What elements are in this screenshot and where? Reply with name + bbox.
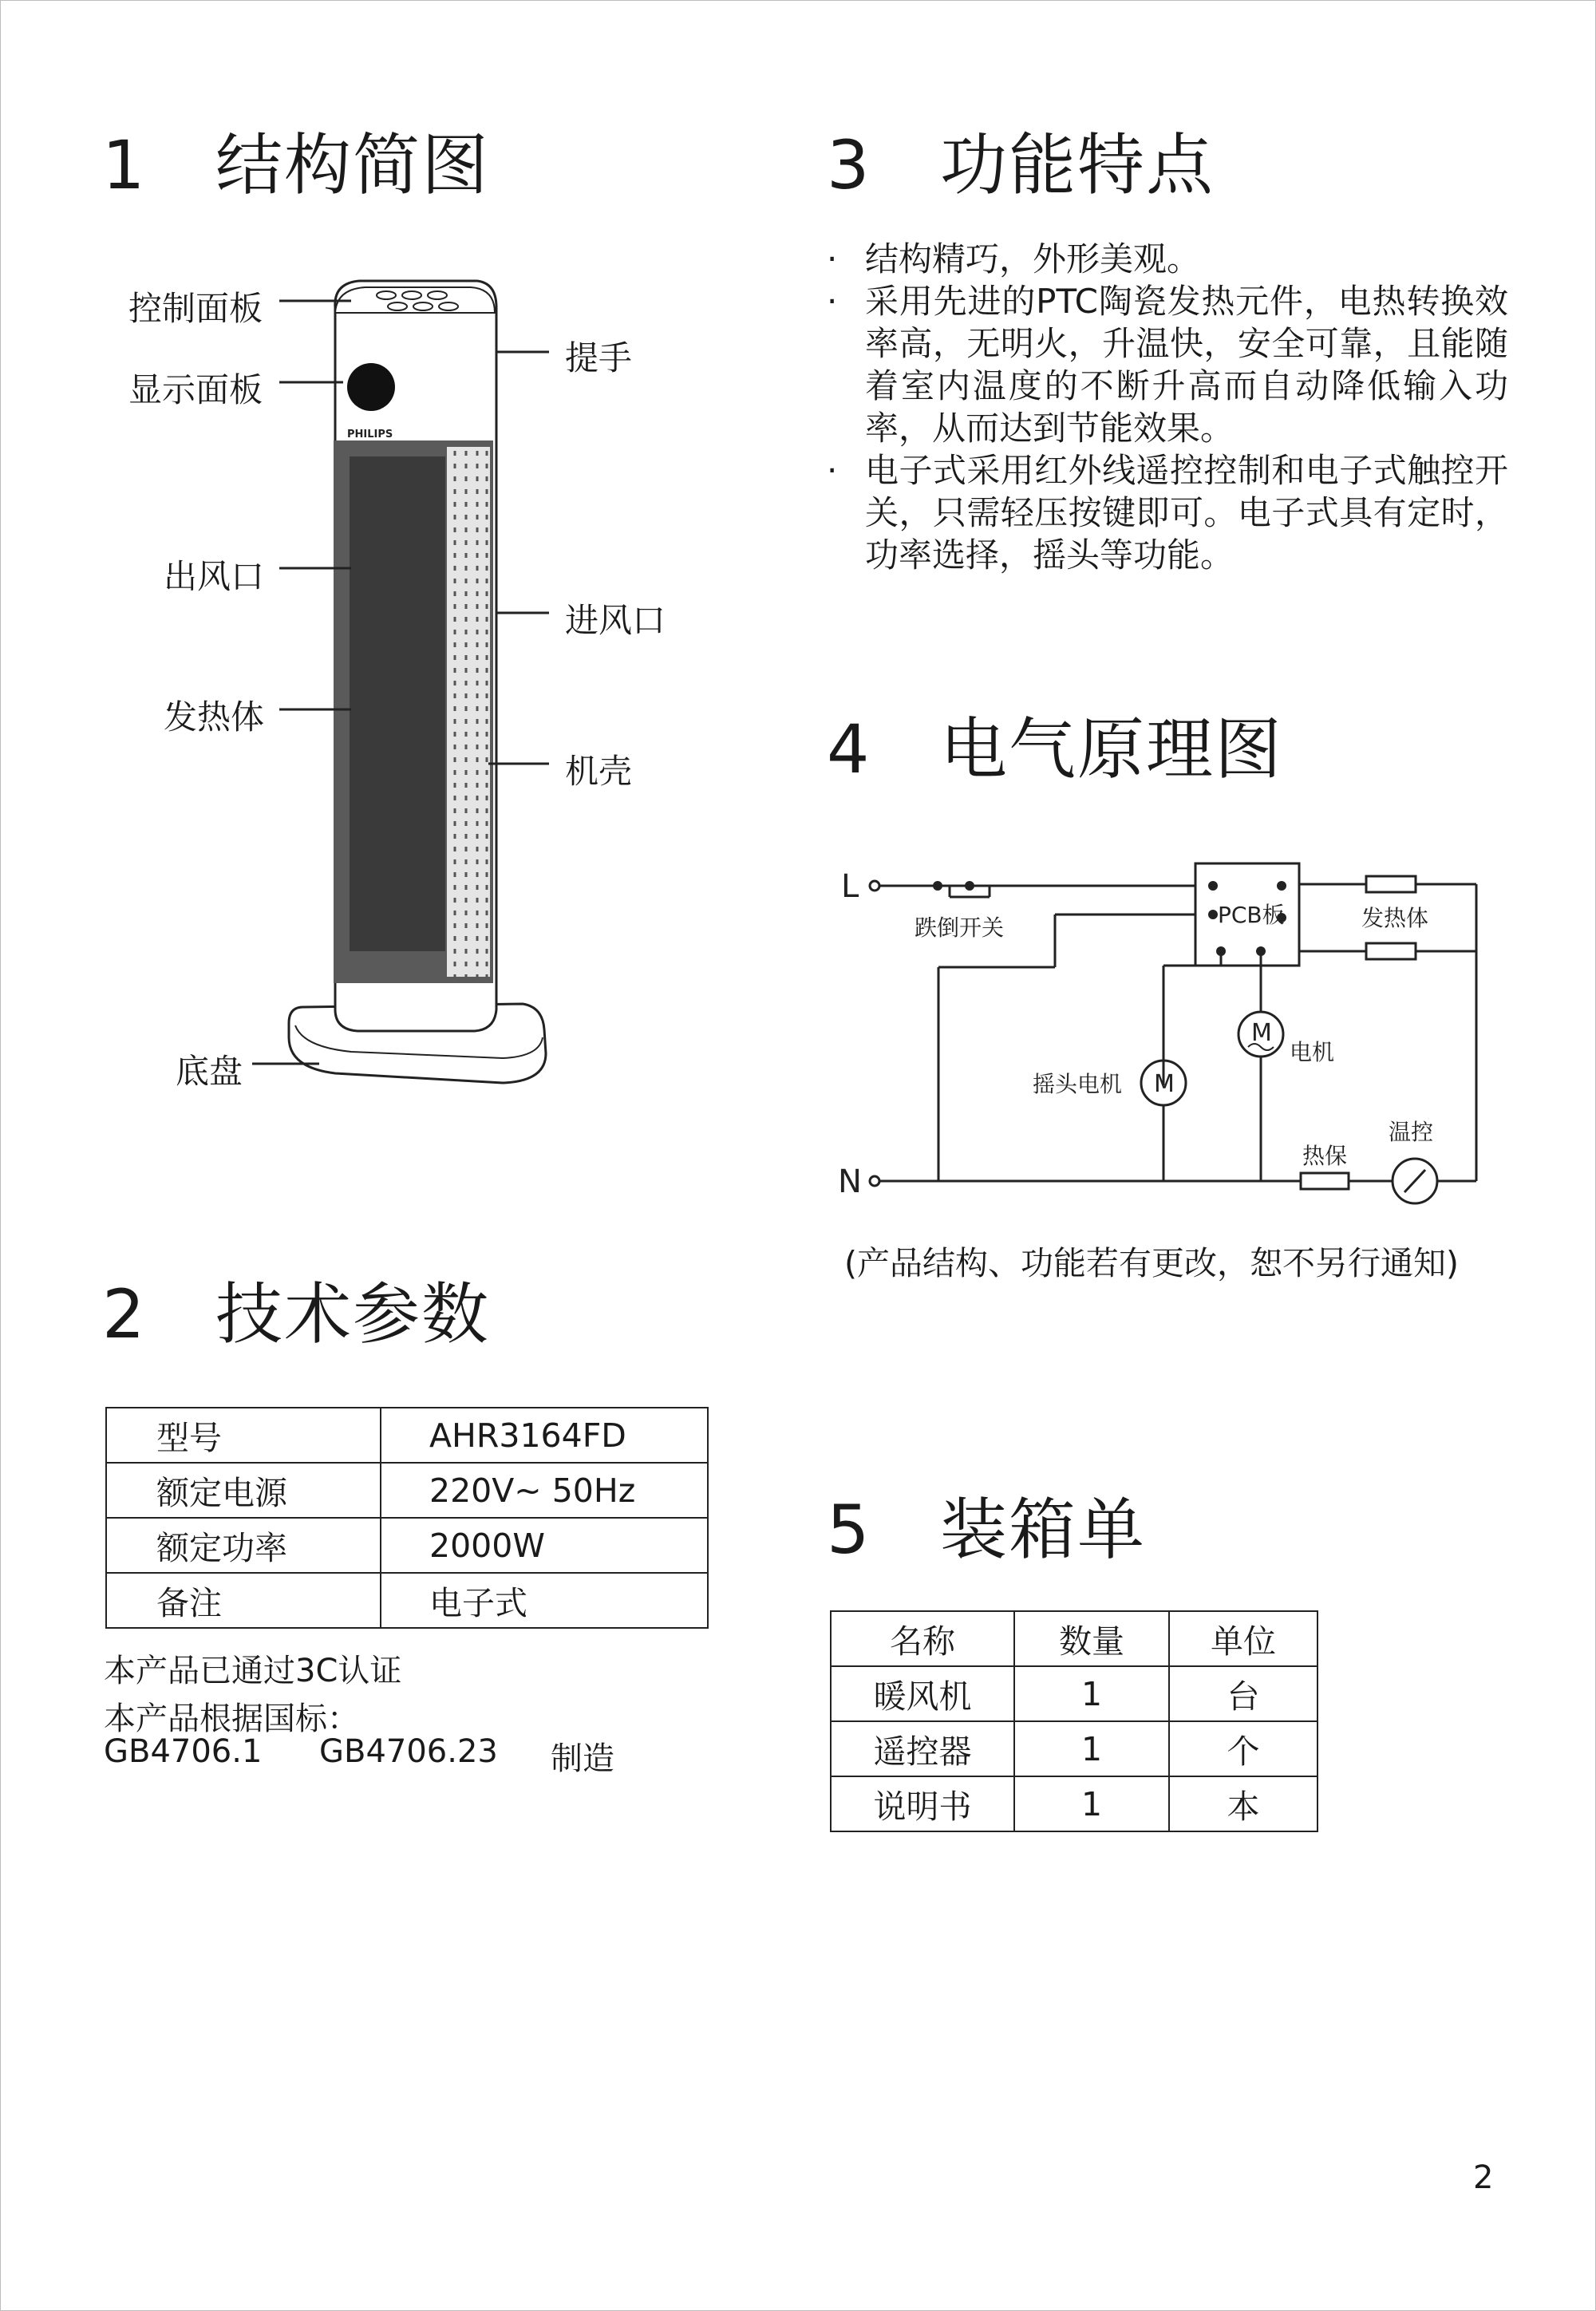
- label-display-panel: 显示面板: [128, 370, 263, 409]
- section-3-heading: 3 功能特点: [827, 126, 1215, 204]
- page-number: 2: [1473, 2159, 1494, 2196]
- swing-motor-symbol: M: [1154, 1070, 1175, 1098]
- feature-item: · 采用先进的PTC陶瓷发热元件，电热转换效率高，无明火，升温快，安全可靠，且能随着室内温度的不断升高而自动降低输入功率，从而达到节能效果。: [822, 280, 1508, 449]
- table-row: 型号 AHR3164FD: [106, 1408, 708, 1463]
- table-row: 额定功率 2000W: [106, 1518, 708, 1573]
- circuit-label-thermal-fuse: 热保: [1302, 1143, 1348, 1169]
- section-5-heading: 5 装箱单: [827, 1491, 1147, 1569]
- motor-symbol: M: [1251, 1019, 1272, 1047]
- heater-structure-diagram: [0, 0, 798, 1117]
- circuit-label-motor: 电机: [1290, 1039, 1335, 1065]
- brand-logo-text: PHILIPS: [347, 429, 393, 440]
- circuit-label-tip-switch: 跌倒开关: [915, 915, 1005, 941]
- standard-gb4706-23: GB4706.23: [319, 1733, 498, 1770]
- label-air-inlet: 进风口: [565, 601, 666, 640]
- table-row: 遥控器 1 个: [831, 1721, 1317, 1776]
- circuit-label-heater: 发热体: [1361, 905, 1429, 931]
- label-heater: 发热体: [164, 697, 265, 737]
- feature-item: · 电子式采用红外线遥控控制和电子式触控开关，只需轻压按键即可。电子式具有定时，功率选择，摇头等功能。: [822, 449, 1508, 576]
- section-4-heading: 4 电气原理图: [827, 710, 1284, 788]
- circuit-label-pcb: PCB板: [1218, 902, 1285, 928]
- circuit-label-swing-motor: 摇头电机: [1033, 1071, 1123, 1097]
- packing-table: [830, 1610, 1318, 1832]
- table-header-row: 名称 数量 单位: [831, 1611, 1317, 1666]
- spec-table: [105, 1407, 709, 1629]
- label-handle: 提手: [565, 338, 633, 377]
- table-row: 额定电源 220V~ 50Hz: [106, 1463, 708, 1518]
- circuit-diagram: [830, 846, 1524, 1221]
- standard-intro: 本产品根据国标：: [104, 1701, 359, 1737]
- label-base: 底盘: [176, 1052, 243, 1091]
- label-control-panel: 控制面板: [128, 289, 263, 328]
- section-1-heading: 1 结构简图: [102, 126, 491, 204]
- disclaimer: (产品结构、功能若有更改，恕不另行通知): [844, 1244, 1459, 1282]
- section-2-heading: 2 技术参数: [102, 1275, 491, 1353]
- table-row: 备注 电子式: [106, 1573, 708, 1628]
- cert-note: 本产品已通过3C认证: [104, 1653, 402, 1689]
- table-row: 暖风机 1 台: [831, 1666, 1317, 1721]
- circuit-label-thermostat: 温控: [1389, 1119, 1434, 1145]
- feature-list: [822, 238, 1508, 576]
- circuit-label-N: N: [838, 1163, 862, 1200]
- made-label: 制造: [551, 1740, 614, 1777]
- standard-gb4706-1: GB4706.1: [104, 1733, 263, 1770]
- table-row: 说明书 1 本: [831, 1776, 1317, 1831]
- label-air-outlet: 出风口: [164, 557, 265, 596]
- feature-item: · 结构精巧，外形美观。: [822, 238, 1508, 280]
- circuit-label-L: L: [841, 868, 859, 905]
- label-housing: 机壳: [565, 752, 633, 791]
